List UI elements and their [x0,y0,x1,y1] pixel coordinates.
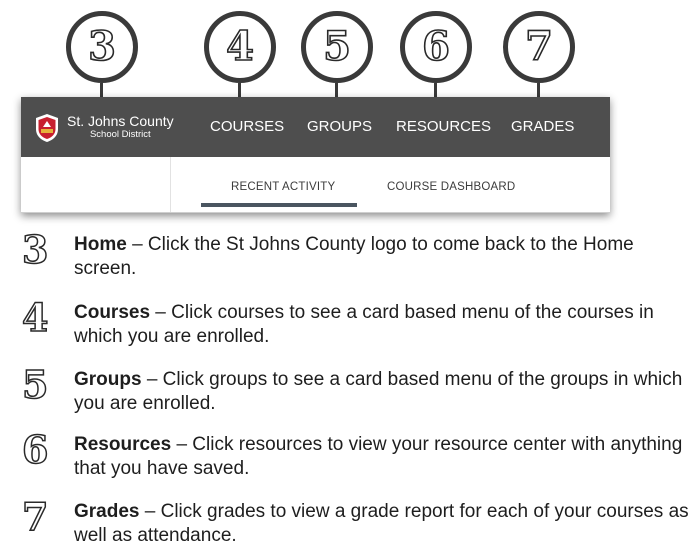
step-number: 7 [22,494,49,539]
callout-6 [400,11,472,83]
step-number: 3 [22,227,49,272]
tab-course-dashboard[interactable]: COURSE DASHBOARD [387,181,516,193]
description-body: – Click courses to see a card based menu of the courses in which you are enrolled. [74,302,654,347]
active-tab-indicator [201,203,357,207]
callout-7 [503,11,575,83]
callout-number: 6 [422,23,450,70]
callout-number: 3 [88,23,116,70]
callout-stem [100,83,103,97]
description-body: – Click resources to view your resource center with anything that you have saved. [74,434,683,479]
description-text [74,433,694,481]
description-title: Groups [74,369,142,390]
nav-groups[interactable]: GROUPS [307,118,373,135]
description-title: Resources [74,434,172,455]
step-number: 5 [22,362,49,407]
callout-4 [204,11,276,83]
top-navbar [21,97,610,157]
sub-navbar-divider [170,157,171,212]
description-body: – Click groups to see a card based menu of the groups in which you are enrolled. [74,369,683,414]
tab-recent-activity[interactable]: RECENT ACTIVITY [231,181,336,193]
callout-stem [537,83,540,97]
description-text [74,301,694,349]
nav-resources[interactable]: RESOURCES [396,118,492,135]
step-number: 6 [22,427,49,472]
nav-grades[interactable]: GRADES [511,118,575,135]
callout-stem [434,83,437,97]
school-district-logo-text[interactable] [67,114,174,140]
callout-stem [238,83,241,97]
logo-title: St. Johns County [67,113,174,129]
logo-subtitle: School District [89,129,151,140]
lms-header-screenshot [21,97,610,213]
step-number: 4 [22,295,49,340]
nav-courses[interactable]: COURSES [210,118,285,135]
description-title: Home [74,234,127,255]
callout-stem [335,83,338,97]
description-body: – Click the St Johns County logo to come back to the Home screen. [74,234,634,279]
description-title: Courses [74,302,151,323]
callout-3 [66,11,138,83]
description-text [74,233,694,281]
callout-number: 7 [525,23,553,70]
description-text [74,368,694,416]
description-title: Grades [74,501,140,522]
callout-number: 5 [323,23,351,70]
callout-number: 4 [226,23,254,70]
school-district-logo-icon[interactable] [34,113,60,143]
description-text [74,500,694,548]
callout-5 [301,11,373,83]
description-body: – Click grades to view a grade report for each of your courses as well as attendance. [74,501,689,546]
